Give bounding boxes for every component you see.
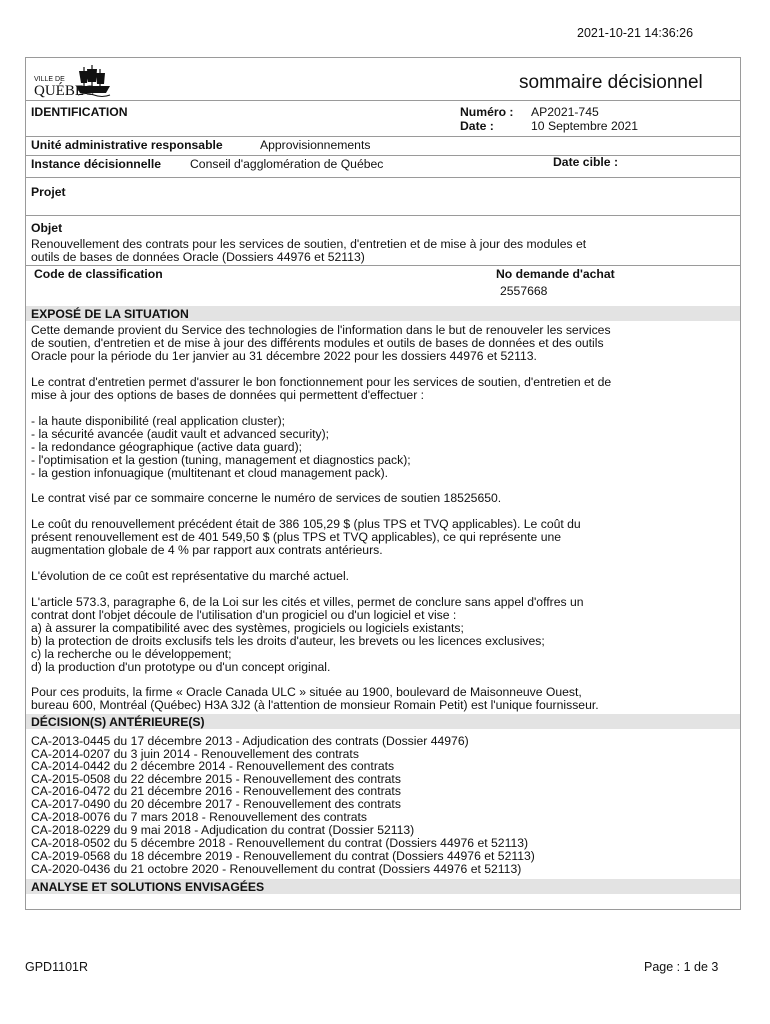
achat-value: 2557668 bbox=[500, 284, 548, 298]
ville-de-quebec-logo bbox=[34, 63, 112, 101]
expose-p7-line: c) la recherche ou le développement; bbox=[31, 647, 232, 661]
divider bbox=[25, 265, 741, 266]
decisions-heading: DÉCISION(S) ANTÉRIEURE(S) bbox=[31, 715, 205, 729]
expose-bullet: - la gestion infonuagique (multitenant et cloud management pack). bbox=[31, 466, 389, 480]
decision-item: CA-2017-0490 du 20 décembre 2017 - Renouvellement des contrats bbox=[31, 797, 401, 811]
expose-bullet: - l'optimisation et la gestion (tuning, management et diagnostics pack); bbox=[31, 453, 411, 467]
numero-label: Numéro : bbox=[460, 105, 514, 119]
objet-line-1: Renouvellement des contrats pour les services de soutien, d'entretien et de mise à jour des modules et bbox=[31, 237, 587, 251]
analyse-heading: ANALYSE ET SOLUTIONS ENVISAGÉES bbox=[31, 880, 265, 894]
expose-bullet: - la redondance géographique (active data guard); bbox=[31, 440, 303, 454]
expose-p2-line: mise à jour des options de bases de données qui permettent d'effectuer : bbox=[31, 388, 425, 402]
expose-p4-line: Le contrat visé par ce sommaire concerne le numéro de services de soutien 18525650. bbox=[31, 491, 502, 505]
expose-p2-line: Le contrat d'entretien permet d'assurer le bon fonctionnement pour les services de soutien, d'entretien et de bbox=[31, 375, 612, 389]
achat-label: No demande d'achat bbox=[496, 267, 615, 281]
date-value: 10 Septembre 2021 bbox=[531, 119, 639, 133]
divider bbox=[25, 177, 741, 178]
decision-item: CA-2018-0076 du 7 mars 2018 - Renouvellement des contrats bbox=[31, 810, 368, 824]
decision-item: CA-2020-0436 du 21 octobre 2020 - Renouvellement du contrat (Dossiers 44976 et 52113) bbox=[31, 862, 522, 876]
date-cible-label: Date cible : bbox=[553, 155, 619, 169]
divider bbox=[25, 100, 741, 101]
logo-line1: VILLE DE bbox=[34, 76, 65, 83]
objet-label: Objet bbox=[31, 221, 63, 235]
unite-label: Unité administrative responsable bbox=[31, 138, 223, 152]
projet-label: Projet bbox=[31, 185, 66, 199]
expose-p8-line: Pour ces produits, la firme « Oracle Canada ULC » située au 1900, boulevard de Maisonneuve Ouest, bbox=[31, 685, 582, 699]
unite-value: Approvisionnements bbox=[260, 138, 371, 152]
decision-item: CA-2016-0472 du 21 décembre 2016 - Renouvellement des contrats bbox=[31, 784, 401, 798]
expose-p7-line: a) à assurer la compatibilité avec des systèmes, progiciels ou logiciels existants; bbox=[31, 621, 464, 635]
decision-item: CA-2014-0442 du 2 décembre 2014 - Renouvellement des contrats bbox=[31, 759, 395, 773]
expose-p1-line: Cette demande provient du Service des technologies de l'information dans le but de renouveler les services bbox=[31, 323, 611, 337]
form-code: GPD1101R bbox=[25, 960, 88, 974]
instance-value: Conseil d'agglomération de Québec bbox=[190, 157, 384, 171]
date-label: Date : bbox=[460, 119, 494, 133]
expose-p7-line: L'article 573.3, paragraphe 6, de la Loi sur les cités et villes, permet de conclure sans appel d'offres un bbox=[31, 595, 584, 609]
logo-line2: QUÉBEC bbox=[34, 83, 94, 99]
expose-p1-line: de soutien, d'entretien et de mise à jour des différents modules et outils de bases de données et des outils bbox=[31, 336, 604, 350]
page-indicator: Page : 1 de 3 bbox=[644, 960, 719, 974]
divider bbox=[25, 136, 741, 137]
decision-item: CA-2014-0207 du 3 juin 2014 - Renouvellement des contrats bbox=[31, 747, 359, 761]
decision-item: CA-2019-0568 du 18 décembre 2019 - Renouvellement du contrat (Dossiers 44976 et 52113) bbox=[31, 849, 535, 863]
page-title: sommaire décisionnel bbox=[519, 72, 703, 93]
expose-p7-line: b) la protection de droits exclusifs tels les droits d'auteur, les brevets ou les licences exclusives; bbox=[31, 634, 545, 648]
identification-heading: IDENTIFICATION bbox=[31, 105, 128, 119]
instance-label: Instance décisionnelle bbox=[31, 157, 162, 171]
expose-heading: EXPOSÉ DE LA SITUATION bbox=[31, 307, 189, 321]
expose-p5-line: augmentation globale de 4 % par rapport aux contrats antérieurs. bbox=[31, 543, 383, 557]
expose-p8-line: bureau 600, Montréal (Québec) H3A 3J2 (à l'attention de monsieur Romain Petit) est l'unique fournisseur. bbox=[31, 698, 599, 712]
expose-p7-line: contrat dont l'objet découle de l'utilisation d'un progiciel ou d'un logiciel et vise : bbox=[31, 608, 457, 622]
divider bbox=[25, 155, 741, 156]
expose-bullet: - la haute disponibilité (real application cluster); bbox=[31, 414, 286, 428]
decision-item: CA-2015-0508 du 22 décembre 2015 - Renouvellement des contrats bbox=[31, 772, 401, 786]
decision-item: CA-2018-0229 du 9 mai 2018 - Adjudication du contrat (Dossier 52113) bbox=[31, 823, 415, 837]
expose-p6-line: L'évolution de ce coût est représentative du marché actuel. bbox=[31, 569, 350, 583]
classification-label: Code de classification bbox=[34, 267, 163, 281]
objet-line-2: outils de bases de données Oracle (Dossiers 44976 et 52113) bbox=[31, 250, 365, 264]
divider bbox=[25, 215, 741, 216]
expose-bullet: - la sécurité avancée (audit vault et advanced security); bbox=[31, 427, 330, 441]
decision-item: CA-2018-0502 du 5 décembre 2018 - Renouvellement du contrat (Dossiers 44976 et 52113) bbox=[31, 836, 529, 850]
decision-item: CA-2013-0445 du 17 décembre 2013 - Adjudication des contrats (Dossier 44976) bbox=[31, 734, 469, 748]
expose-p5-line: présent renouvellement est de 401 549,50 $ (plus TPS et TVQ applicables), ce qui représente une bbox=[31, 530, 562, 544]
expose-p1-line: Oracle pour la période du 1er janvier au 31 décembre 2022 pour les dossiers 44976 et 52113. bbox=[31, 349, 537, 363]
expose-p7-line: d) la production d'un prototype ou d'un concept original. bbox=[31, 660, 331, 674]
timestamp: 2021-10-21 14:36:26 bbox=[577, 26, 694, 40]
numero-value: AP2021-745 bbox=[531, 105, 599, 119]
expose-p5-line: Le coût du renouvellement précédent était de 386 105,29 $ (plus TPS et TVQ applicables). Le coût du bbox=[31, 517, 581, 531]
